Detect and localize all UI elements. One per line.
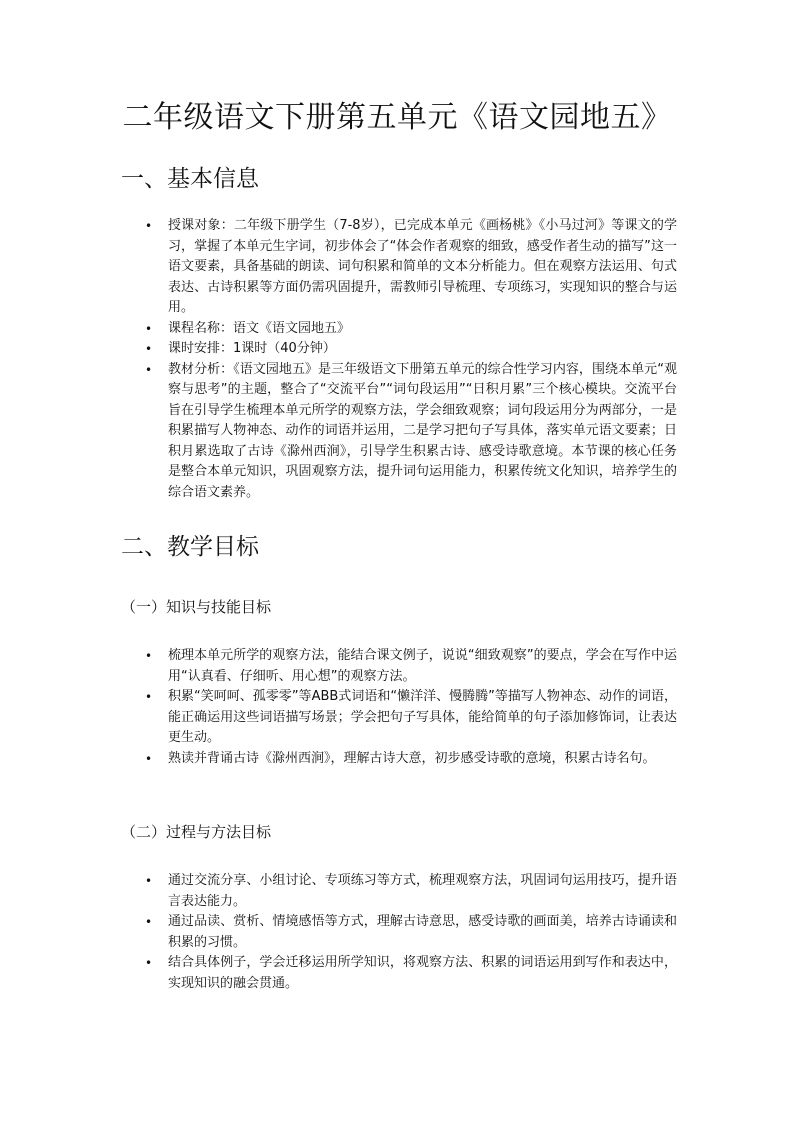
list-item-text: 梳理本单元所学的观察方法，能结合课文例子，说说“细致观察”的要点，学会在写作中运用“认真看、仔细听、用心想”的观察方法。 [168,648,677,684]
list-item-text: 通过交流分享、小组讨论、专项练习等方式，梳理观察方法，巩固词句运用技巧，提升语言表达能力。 [168,873,677,909]
list-item [145,749,677,770]
bullet-icon: • [145,751,153,766]
bullet-icon: • [145,342,153,356]
list-item [145,339,677,360]
document-title: 二年级语文下册第五单元《语文园地五》 [122,100,672,135]
list-item [145,912,677,953]
bullet-icon: • [145,874,153,888]
subsection-heading-knowledge-skills: （一）知识与技能目标 [121,598,272,616]
list-item-text: 熟读并背诵古诗《滁州西涧》，理解古诗大意，初步感受诗歌的意境，积累古诗名句。 [168,750,656,766]
knowledge-skills-list [145,646,677,769]
section-heading-basic-info: 一、基本信息 [121,166,259,192]
list-item [145,216,677,319]
basic-info-list [145,216,677,503]
bullet-icon: • [145,219,153,233]
subsection-heading-process-methods: （二）过程与方法目标 [121,823,272,841]
bullet-icon: • [145,690,153,704]
list-item-text: 积累“笑呵呵、孤零零”等ABB式词语和“懒洋洋、慢腾腾”等描写人物神态、动作的词语，能正确运用这些词语描写场景；学会把句子写具体，能给简单的句子添加修饰词，让表达更生动。 [168,689,677,745]
process-methods-list [145,871,677,994]
list-item [145,871,677,912]
list-item [145,953,677,994]
bullet-icon: • [145,649,153,663]
list-item [145,687,677,749]
list-item-text: 教材分析：《语文园地五》是三年级语文下册第五单元的综合性学习内容，围绕本单元“观察与思考”的主题，整合了“交流平台”“词句段运用”“日积月累”三个核心模块。交流平台旨在引导学生梳理本单元所学的观察方法，学会细致观察；词句段运用分为两部分，一是积累描写人物神态、动作的词语并运用，二是学习把句子写具体，落实单元语文要素；日积月累选取了古诗《滁州西涧》，引导学生积累古诗、感受诗歌意境。本节课的核心任务是整合本单元知识，巩固观察方法，提升词句运用能力，积累传统文化知识，培养学生的综合语文素养。 [168,361,677,500]
list-item [145,319,677,340]
list-item-text: 通过品读、赏析、情境感悟等方式，理解古诗意思，感受诗歌的画面美，培养古诗诵读和积累的习惯。 [168,914,677,950]
bullet-icon: • [145,321,153,336]
bullet-icon: • [145,915,153,929]
list-item-text: 课程名称：语文《语文园地五》 [168,320,351,336]
bullet-icon: • [145,362,153,377]
list-item [145,360,677,504]
bullet-icon: • [145,956,153,970]
list-item-text: 结合具体例子，学会迁移运用所学知识，将观察方法、积累的词语运用到写作和表达中，实现知识的融会贯通。 [168,955,677,991]
list-item [145,646,677,687]
list-item-text: 授课对象：二年级下册学生（7-8岁），已完成本单元《画杨桃》《小马过河》等课文的学习，掌握了本单元生字词，初步体会了“体会作者观察的细致，感受作者生动的描写”这一语文要素，具备基础的朗读、词句积累和简单的文本分析能力。但在观察方法运用、句式表达、古诗积累等方面仍需巩固提升，需教师引导梳理、专项练习，实现知识的整合与运用。 [168,218,677,315]
list-item-text: 课时安排：1课时（40分钟） [168,341,336,356]
section-heading-teaching-goals: 二、教学目标 [121,534,259,560]
